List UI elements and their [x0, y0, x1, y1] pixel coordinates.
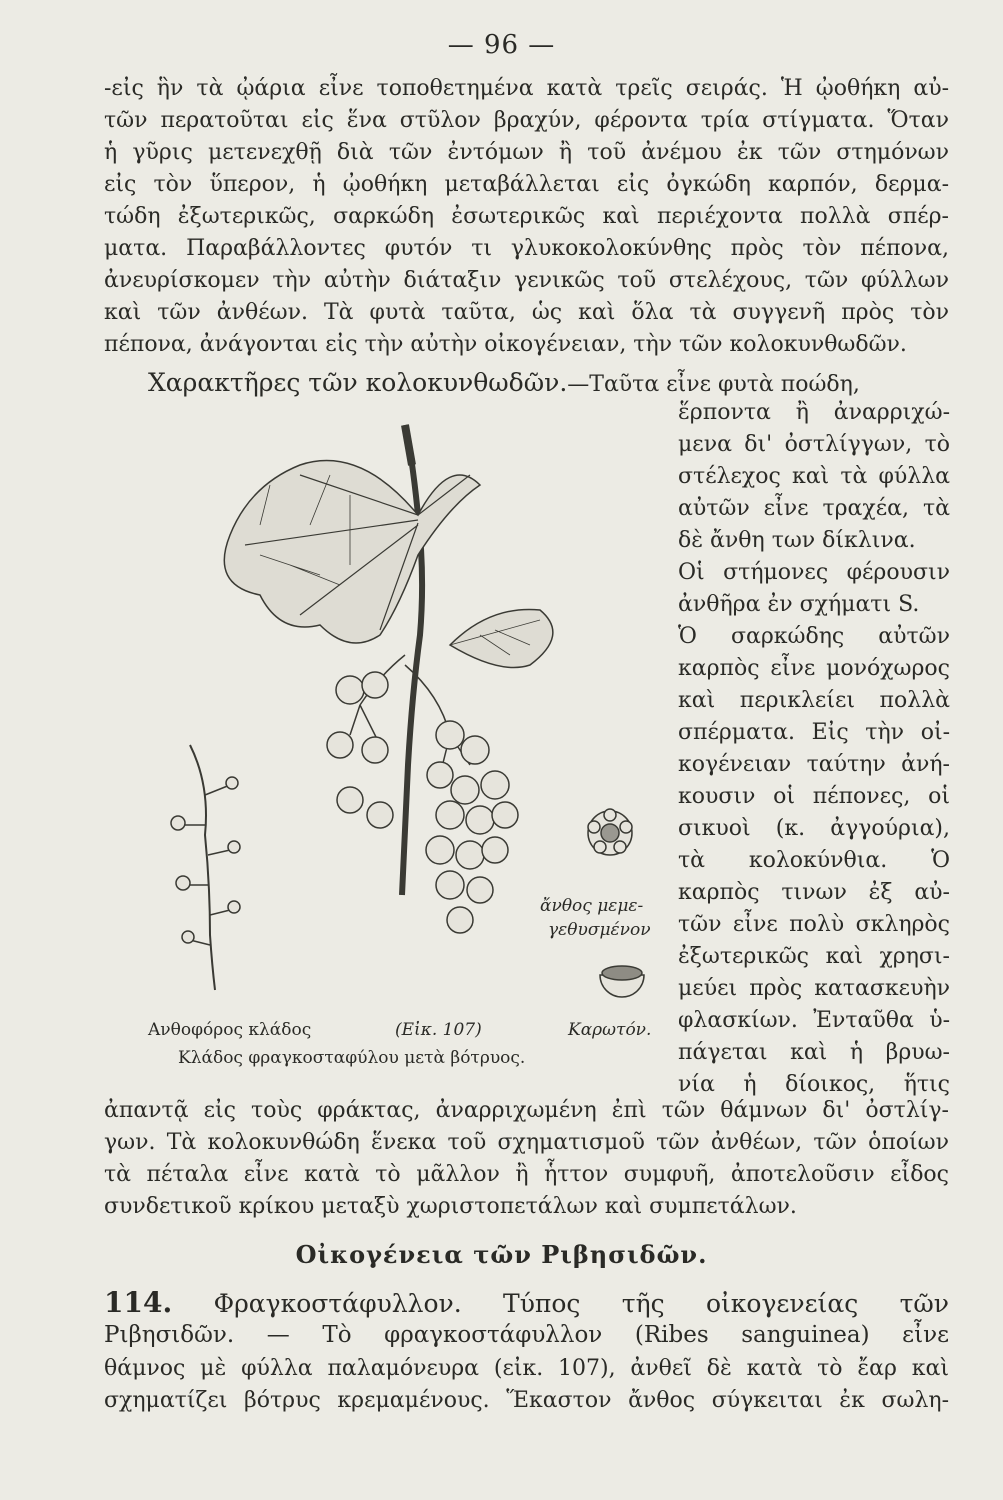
text-line: τὰ πέταλα εἶνε κατὰ τὸ μᾶλλον ἢ ἧττον συμφυῆ, ἀποτελοῦσιν εἶδος — [104, 1162, 949, 1187]
text-line: ἡ γῦρις μετενεχθῇ διὰ τῶν ἐντόμων ἢ τοῦ ἀνέμου ἐκ τῶν στημόνων — [104, 140, 949, 165]
side-line: μεύει πρὸς κατασκευὴν — [678, 976, 950, 1001]
paragraph-first-line — [104, 1288, 949, 1319]
flower-label-2: γεθυσμένον — [548, 920, 651, 940]
side-line: τὰ κολοκύνθια. Ὁ — [678, 848, 950, 873]
side-line: ἐξωτερικῶς καὶ χρησι- — [678, 944, 950, 969]
text-line: γων. Τὰ κολοκυνθώδη ἕνεκα τοῦ σχηματισμοῦ τῶν ἀνθέων, τῶν ὁποίων — [104, 1130, 949, 1155]
side-line: τῶν εἶνε πολὺ σκληρὸς — [678, 912, 950, 937]
text-line: τώδη ἐξωτερικῶς, σαρκώδη ἐσωτερικῶς καὶ περιέχοντα πολλὰ σπέρ- — [104, 204, 949, 229]
side-line: καρπὸς εἶνε μονόχωρος — [678, 656, 950, 681]
side-line: ἕρποντα ἢ ἀναρριχώ- — [678, 400, 950, 425]
figure-caption: Κλάδος φραγκοσταφύλου μετὰ βότρυος. — [178, 1048, 526, 1068]
figure-reference: (Εἰκ. 107) — [395, 1020, 482, 1040]
section-line — [148, 370, 948, 398]
side-line: καρπὸς τινων ἐξ αὐ- — [678, 880, 950, 905]
flower-label-1: ἄνθος μεμε- — [540, 896, 644, 916]
side-line: νία ἡ δίοικος, ἥτις — [678, 1072, 950, 1097]
text-line: ματα. Παραβάλλοντες φυτόν τι γλυκοκολοκύνθης πρὸς τὸν πέπονα, — [104, 236, 949, 261]
text-line: πέπονα, ἀνάγονται εἰς τὴν αὐτὴν οἰκογένειαν, τὴν τῶν κολοκυνθωδῶν. — [104, 332, 907, 357]
text-line: -εἰς ἣν τὰ ᾠάρια εἶνε τοποθετημένα κατὰ τρεῖς σειράς. Ἡ ᾠοθήκη αὐ- — [104, 76, 949, 101]
inline-heading: Χαρακτῆρες τῶν κολοκυνθωδῶν. — [148, 368, 568, 397]
side-line: κουσιν οἱ πέπονες, οἱ — [678, 784, 950, 809]
text-line: σχηματίζει βότρυς κρεμαμένους. Ἕκαστον ἄνθος σύγκειται ἐκ σωλη- — [104, 1388, 949, 1413]
side-line: σπέρματα. Εἰς τὴν οἰ- — [678, 720, 950, 745]
side-line: μενα δι' ὀστλίγγων, τὸ — [678, 432, 950, 457]
text-line: θάμνος μὲ φύλλα παλαμόνευρα (εἰκ. 107), ἀνθεῖ δὲ κατὰ τὸ ἔαρ καὶ — [104, 1356, 949, 1381]
text-line: συνδετικοῦ κρίκου μεταξὺ χωριστοπετάλων καὶ συμπετάλων. — [104, 1194, 797, 1219]
text-line: Ριβησιδῶν. — Τὸ φραγκοστάφυλλον (Ribes sanguinea) εἶνε — [104, 1322, 949, 1348]
figure-label-left: Ανθοφόρος κλάδος — [148, 1020, 312, 1040]
side-line: δὲ ἄνθη των δίκλινα. — [678, 528, 916, 553]
side-line: κογένειαν ταύτην ἀνή- — [678, 752, 950, 777]
side-line: Οἱ στήμονες φέρουσιν — [678, 560, 950, 585]
side-line: καὶ περικλείει πολλὰ — [678, 688, 950, 713]
side-line: Ὁ σαρκώδης αὐτῶν — [678, 624, 950, 649]
text-line: τῶν περατοῦται εἰς ἕνα στῦλον βραχύν, φέροντα τρία στίγματα. Ὅταν — [104, 108, 949, 133]
paragraph-title: Φραγκοστάφυλλον. Τύπος τῆς οἰκογενείας τῶν — [213, 1289, 950, 1318]
side-line: πάγεται καὶ ἡ βρυω- — [678, 1040, 950, 1065]
section-line-rest: —Ταῦτα εἶνε φυτὰ ποώδη, — [567, 372, 860, 397]
text-line: εἰς τὸν ὕπερον, ἡ ᾠοθήκη μεταβάλλεται εἰς ὀγκώδη καρπόν, δερμα- — [104, 172, 949, 197]
side-line: στέλεχος καὶ τὰ φύλλα — [678, 464, 950, 489]
side-line: σικυοὶ (κ. ἀγγούρια), — [678, 816, 950, 841]
side-line: αὐτῶν εἶνε τραχέα, τὰ — [678, 496, 950, 521]
text-line: καὶ τῶν ἀνθέων. Τὰ φυτὰ ταῦτα, ὡς καὶ ὅλα τὰ συγγενῆ πρὸς τὸν — [104, 300, 949, 325]
text-line: ἀνευρίσκομεν τὴν αὐτὴν διάταξιν γενικῶς τοῦ στελέχους, τῶν φύλλων — [104, 268, 949, 293]
paragraph-number: 114. — [104, 1286, 173, 1319]
page-number: — 96 — — [447, 30, 556, 60]
side-line: ἀνθῆρα ἐν σχήματι S. — [678, 592, 920, 617]
figure-label-right: Καρωτόν. — [568, 1020, 652, 1040]
section-heading: Οἰκογένεια τῶν Ριβησιδῶν. — [295, 1240, 708, 1269]
side-line: φλασκίων. Ἐνταῦθα ὑ- — [678, 1008, 950, 1033]
text-line: ἀπαντᾷ εἰς τοὺς φράκτας, ἀναρριχωμένη ἐπὶ τῶν θάμνων δι' ὀστλίγ- — [104, 1098, 949, 1123]
